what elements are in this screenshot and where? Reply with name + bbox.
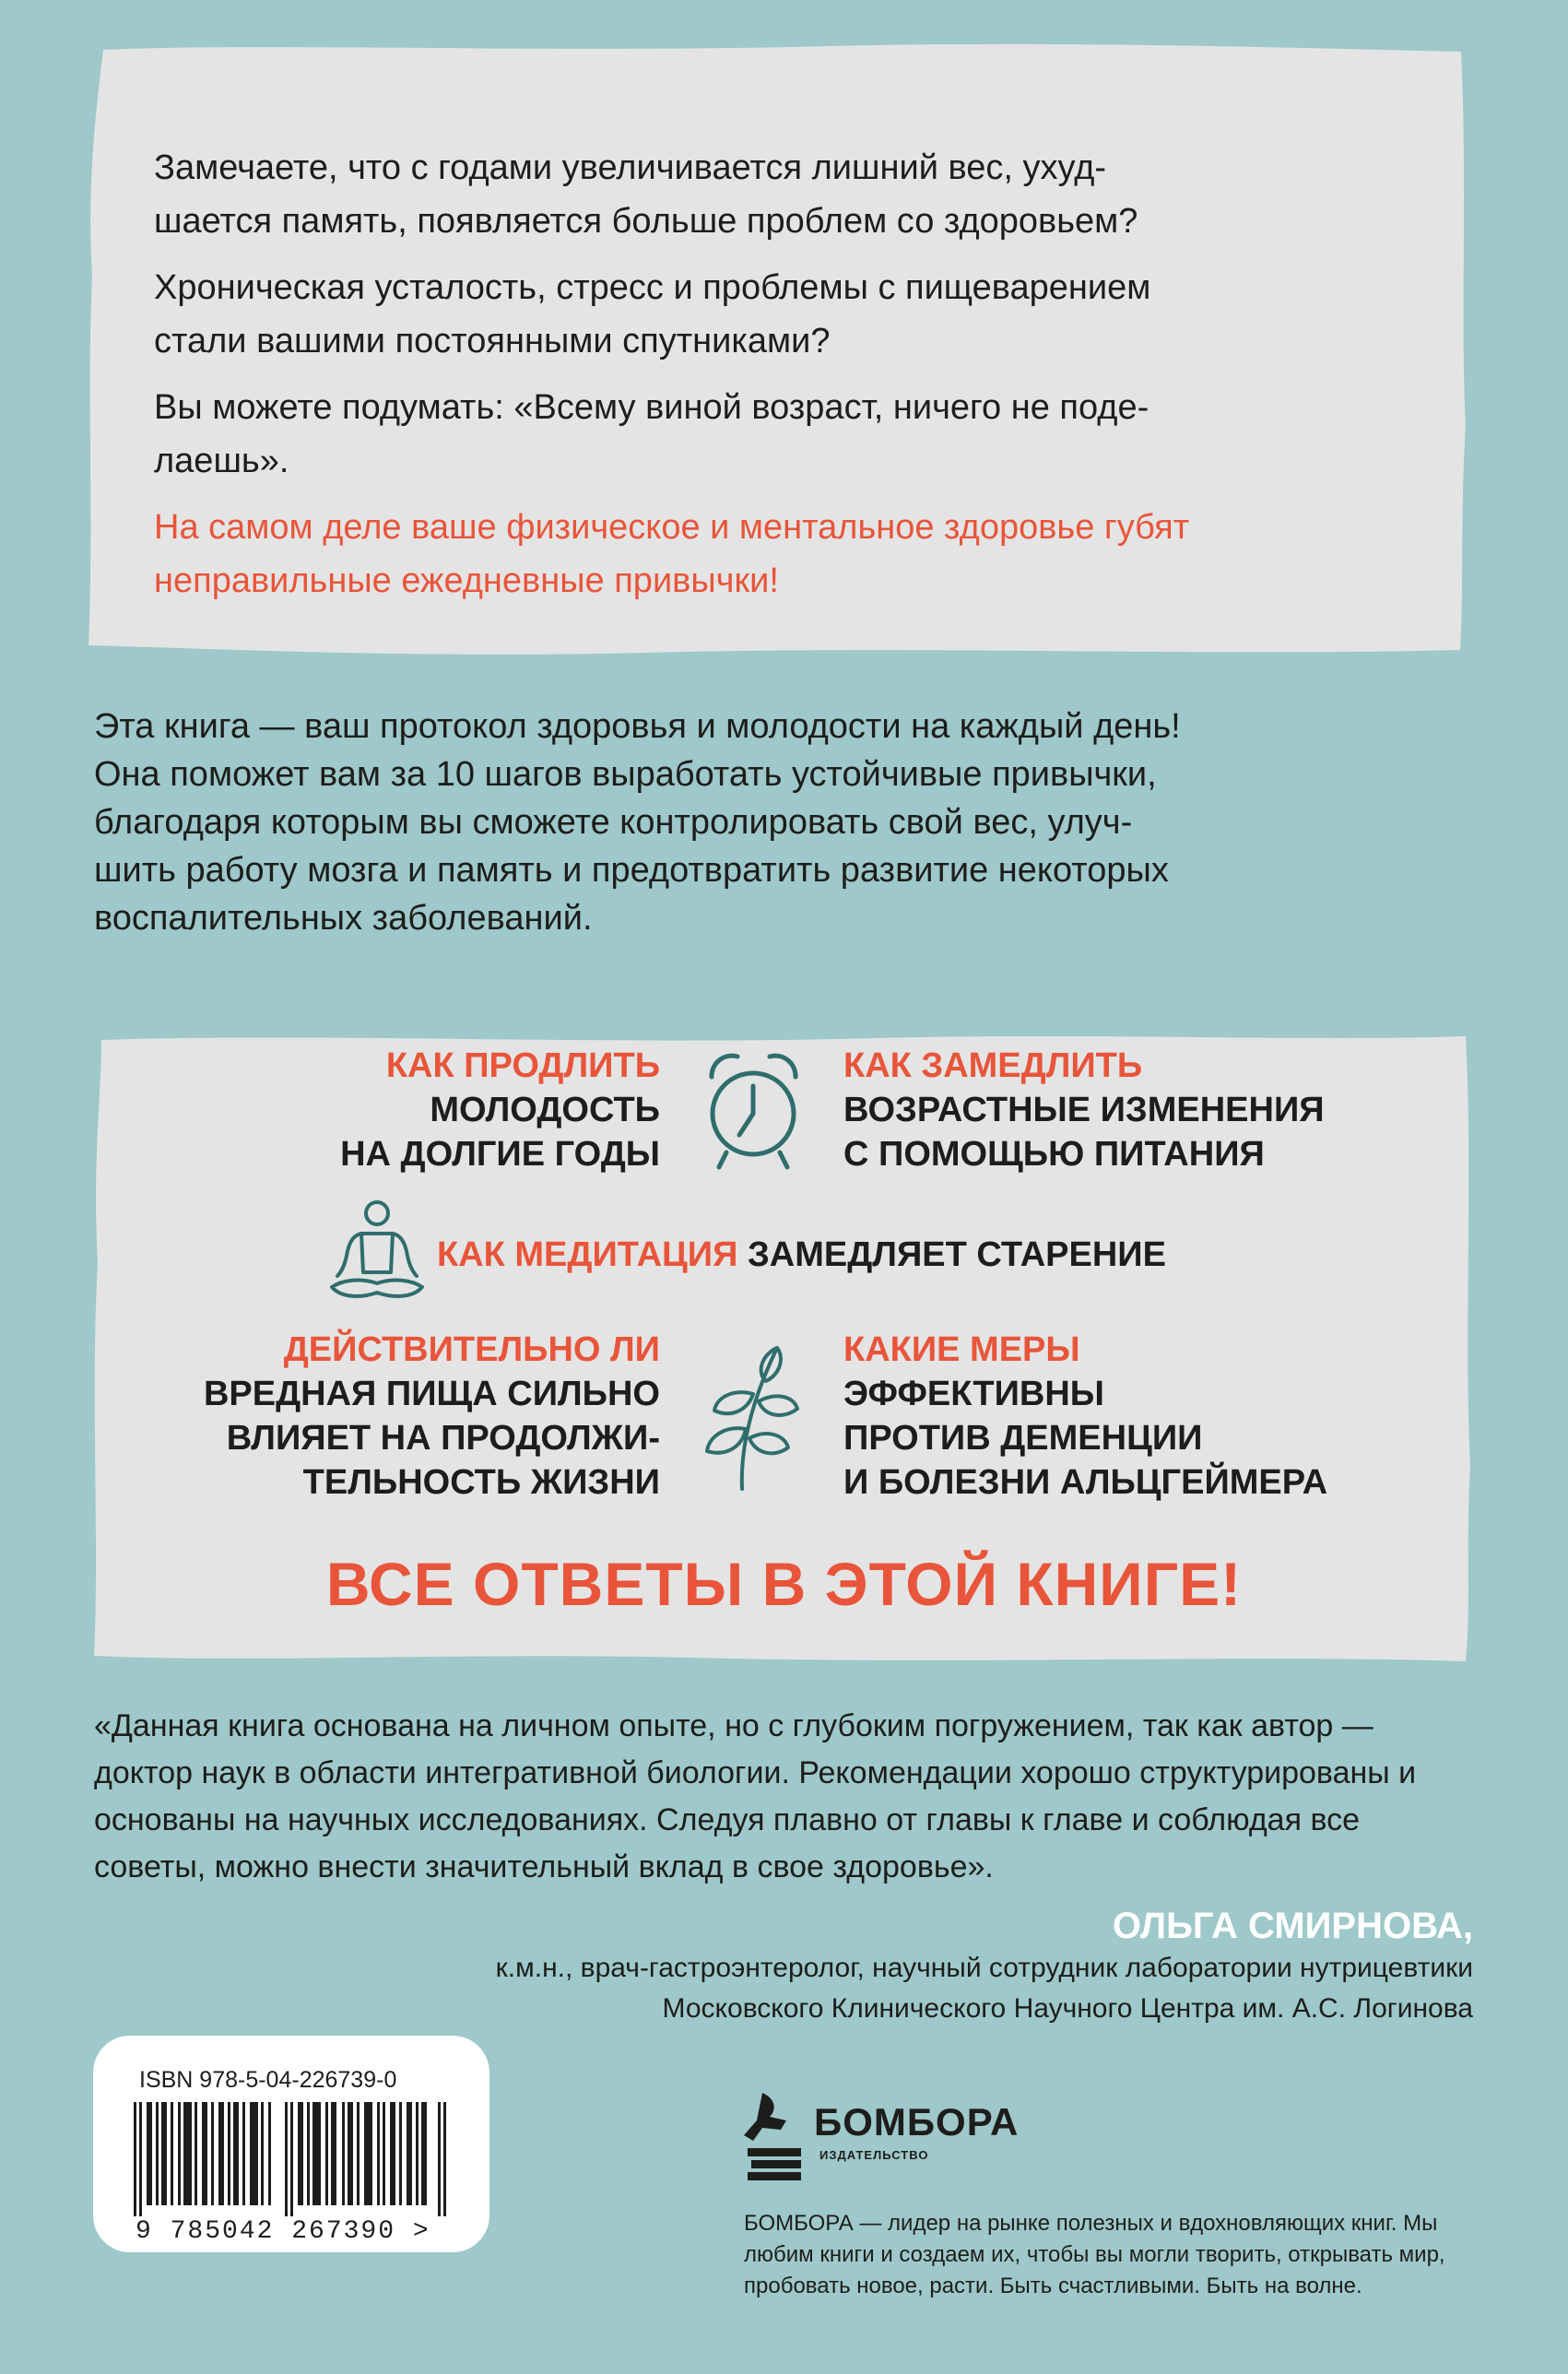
feature-prolong: КАК ПРОДЛИТЬ МОЛОДОСТЬ НА ДОЛГИЕ ГОДЫ xyxy=(340,1046,660,1174)
intro-text: Замечаете, что с годами увеличивается лишний вес, ухуд- шается память, появляется больше проблем со здоровьем? Хроническая усталость, стресс и проблемы с пищеварением стали вашими постоянными спутниками? Вы можете подумать: «Всему виной возраст, ничего не поде- лаешь». На самом деле ваше физическое и ментальное здоровье губят неправильные ежедневные привычки! xyxy=(154,148,1190,600)
leaf-branch-icon xyxy=(696,1337,807,1494)
call-to-action: ВСЕ ОТВЕТЫ В ЭТОЙ КНИГЕ! xyxy=(325,1550,1243,1618)
publisher-sub: ИЗДАТЕЛЬСТВО xyxy=(819,2148,929,2162)
author-name: ОЛЬГА СМИРНОВА, xyxy=(1112,1906,1473,1946)
alarm-clock-icon xyxy=(691,1040,816,1178)
author-desc-2: Московского Клинического Научного Центра им. А.С. Логинова xyxy=(662,1993,1473,2024)
barcode xyxy=(134,2102,451,2216)
feature-junk-food: ДЕЙСТВИТЕЛЬНО ЛИ ВРЕДНАЯ ПИЩА СИЛЬНО ВЛИЯЕТ НА ПРОДОЛЖИ- ТЕЛЬНОСТЬ ЖИЗНИ xyxy=(203,1330,660,1502)
isbn-block xyxy=(93,2036,489,2252)
publisher-logo xyxy=(744,2093,1020,2199)
feature-dementia: КАКИЕ МЕРЫ ЭФФЕКТИВНЫ ПРОТИВ ДЕМЕНЦИИ И БОЛЕЗНИ АЛЬЦГЕЙМЕРА xyxy=(843,1330,1328,1502)
intro-highlight: На самом деле ваше физическое и ментальное здоровье губят xyxy=(154,508,1190,547)
isbn-label: ISBN 978-5-04-226739-0 xyxy=(139,2067,397,2093)
publisher-name: БОМБОРА xyxy=(814,2100,1020,2144)
review-quote: «Данная книга основана на личном опыте, но с глубоким погружением, так как автор — доктор наук в области интегративной биологии. Рекомендации хорошо структурированы и основаны на научных исследованиях. Следуя плавно от главы к главе и соблюдая все советы, можно внести значительный вклад в свое здоровье». xyxy=(94,1708,1417,1884)
about-text: Эта книга — ваш протокол здоровья и молодости на каждый день! Она поможет вам за 10 шагов выработать устойчивые привычки, благодаря которым вы сможете контролировать свой вес, улуч- шить работу мозга и память и предотвратить развитие некоторых воспалительных заболеваний. xyxy=(94,707,1181,938)
isbn-digits: 9 785042 267390 > xyxy=(136,2217,430,2246)
feature-meditation: КАК МЕДИТАЦИЯ ЗАМЕДЛЯЕТ СТАРЕНИЕ xyxy=(437,1235,1166,1274)
feature-slow-down: КАК ЗАМЕДЛИТЬ ВОЗРАСТНЫЕ ИЗМЕНЕНИЯ С ПОМОЩЬЮ ПИТАНИЯ xyxy=(843,1046,1325,1174)
meditation-icon xyxy=(324,1199,430,1307)
publisher-text: БОМБОРА — лидер на рынке полезных и вдохновляющих книг. Мы любим книги и создаем их, чтобы вы могли творить, открывать мир, пробовать новое, расти. Быть счастливыми. Быть на волне. xyxy=(744,2211,1445,2298)
author-desc-1: к.м.н., врач-гастроэнтеролог, научный сотрудник лаборатории нутрицевтики xyxy=(495,1953,1473,1983)
publisher-logo-icon xyxy=(744,2093,808,2194)
review-author xyxy=(496,1904,1473,2029)
